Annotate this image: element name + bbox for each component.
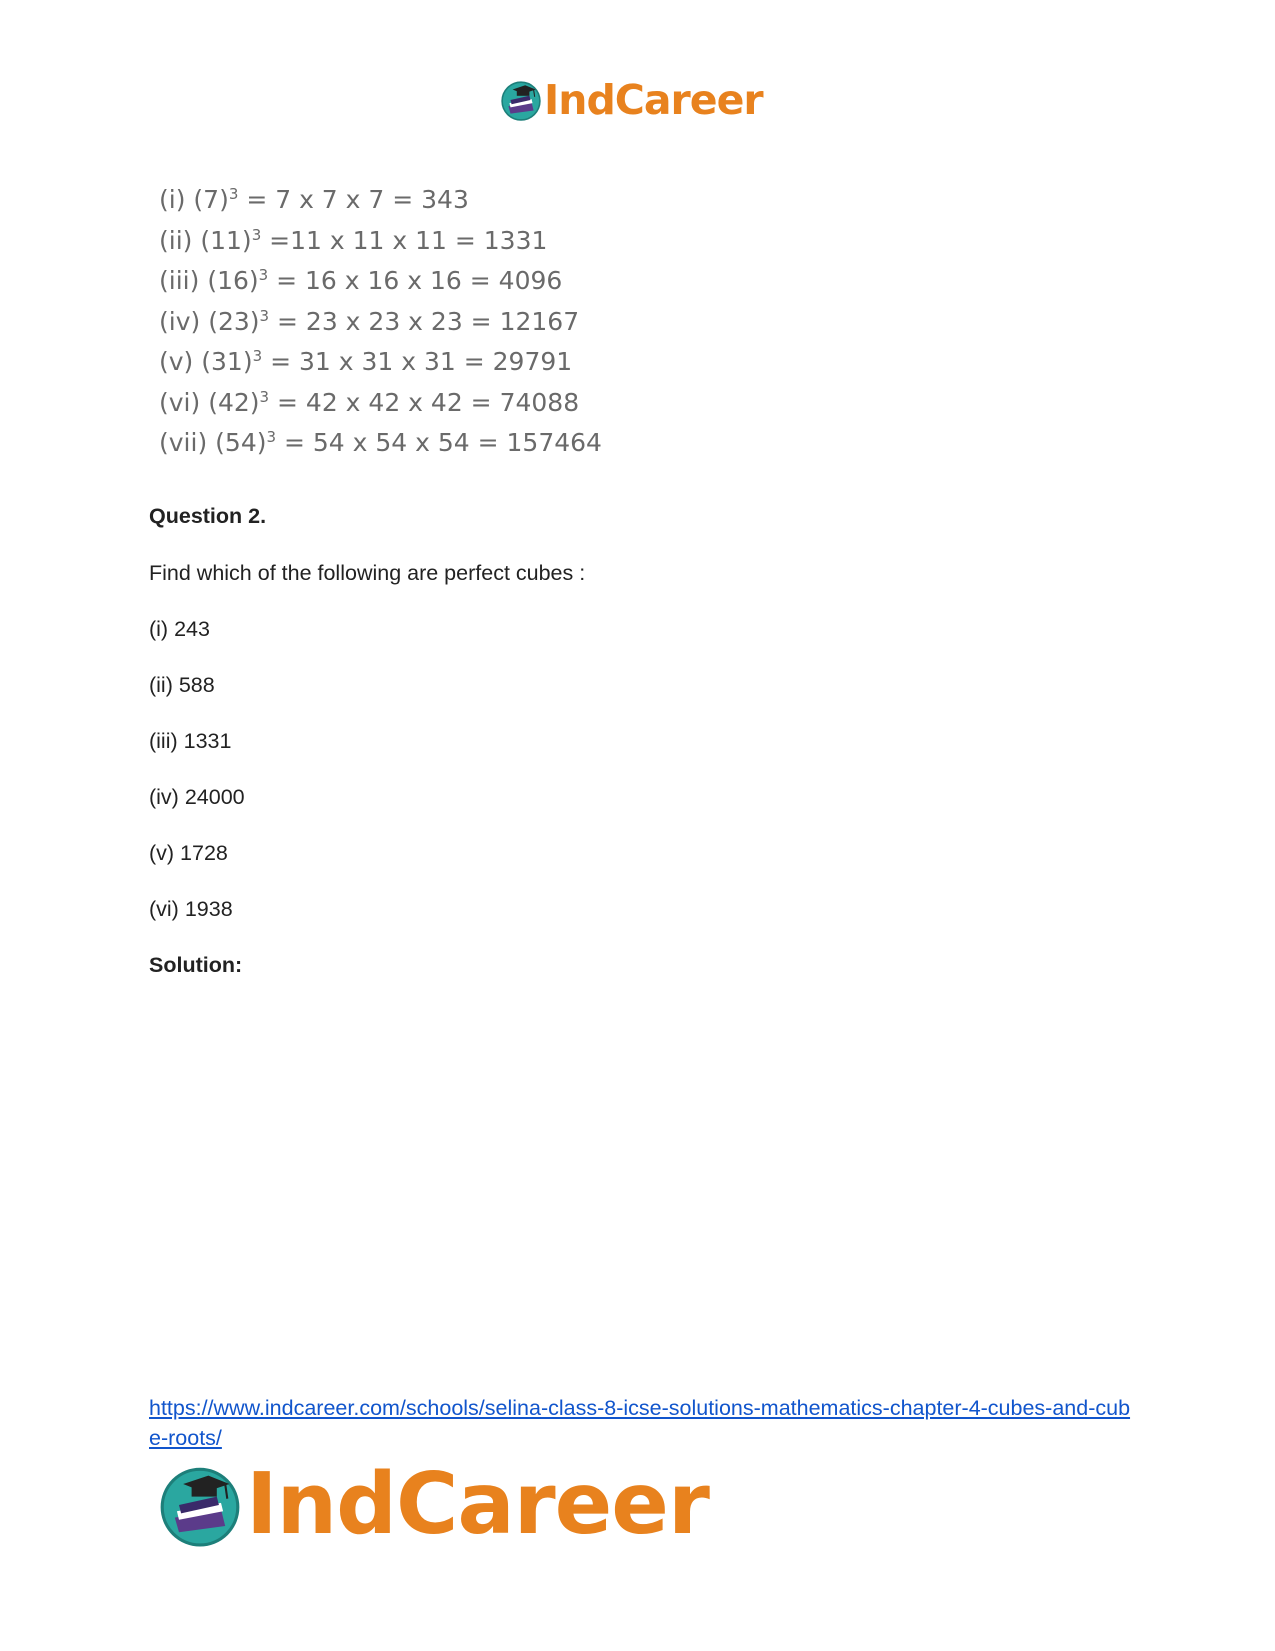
source-url-link[interactable]: https://www.indcareer.com/schools/selina-class-8-icse-solutions-mathematics-chapter-4-cubes-and-cube-roots/ (149, 1396, 1131, 1450)
cube-result-line: (v) $(31)^3 = 31$ x 31 x 31 = 29791 (159, 347, 573, 376)
graduation-book-icon (500, 79, 542, 121)
logo-wordmark: IndCareer (544, 76, 763, 124)
question-option: (i) 243 (149, 617, 210, 641)
logo-wordmark: IndCareer (246, 1455, 709, 1554)
cube-result-line: (ii) $(11)^3 =11$ x 11 x 11 = 1331 (159, 225, 548, 255)
question-option: (iii) 1331 (149, 729, 232, 753)
cube-result-line: (iv) $(23)^3 = 23$ x 23 x 23 = 12167 (159, 306, 580, 336)
footer-logo (158, 1455, 709, 1554)
solution-label: Solution: (149, 953, 243, 977)
cube-result-line: (vii) $(54)^3 = 54$ x 54 x 54 = 157464 (159, 428, 602, 457)
header-logo (500, 78, 763, 122)
question-option: (ii) 588 (149, 673, 215, 697)
question-option: (iv) 24000 (149, 785, 245, 809)
question-option: (vi) 1938 (149, 897, 233, 921)
question-prompt: Find which of the following are perfect cubes : (149, 561, 586, 585)
cube-result-line: (vi) $(42)^3 = 42$ x 42 x 42 = 74088 (159, 387, 580, 417)
cube-result-line: (iii) $(16)^3 = 16$ x 16 x 16 = 4096 (159, 266, 563, 295)
question-title: Question 2. (149, 504, 267, 528)
graduation-book-icon (158, 1463, 242, 1547)
cube-results-list (159, 180, 602, 464)
question-option: (v) 1728 (149, 841, 228, 865)
cube-result-line: (i) $(7)^3 = 7$ x 7 x 7 = 343 (159, 185, 469, 214)
